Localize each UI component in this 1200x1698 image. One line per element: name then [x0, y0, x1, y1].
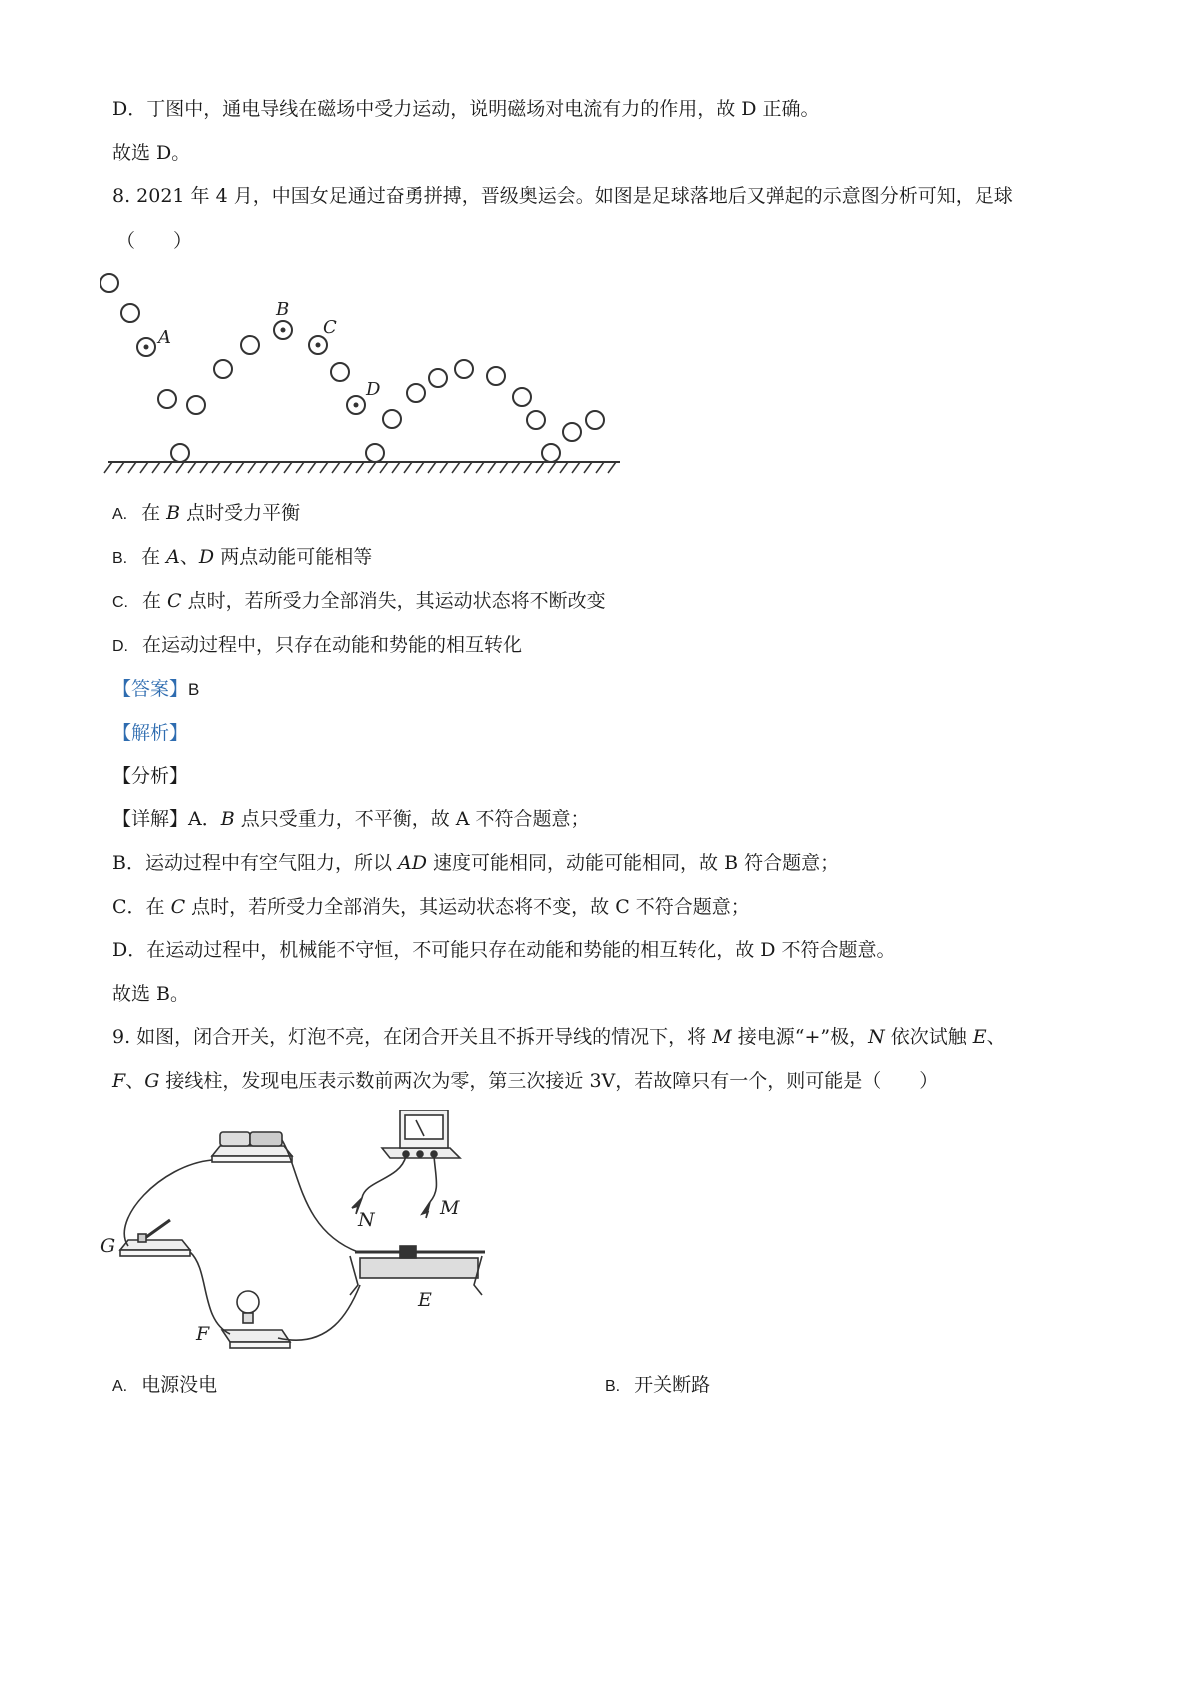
ball [158, 390, 176, 408]
q8-answer: 【答案】B [112, 678, 200, 700]
ground-hatch [332, 462, 340, 473]
ground-hatch [440, 462, 448, 473]
rheostat-icon [350, 1246, 485, 1295]
label-e: E [418, 1289, 432, 1311]
ground-hatch [164, 462, 172, 473]
ground-hatch [416, 462, 424, 473]
ground-hatch [392, 462, 400, 473]
label-c: C [323, 317, 337, 338]
q8-stem: 8. 2021 年 4 月，中国女足通过奋勇拼搏，晋级奥运会。如图是足球落地后又弹起的示意图分析可知，足球 [112, 185, 1013, 207]
q9-stem-2: F、G 接线柱，发现电压表示数前两次为零，第三次接近 3V，若故障只有一个，则可能是（ ） [112, 1070, 939, 1092]
probe-m-icon [422, 1156, 437, 1218]
wire [124, 1160, 212, 1246]
ground-hatch [200, 462, 208, 473]
ball [542, 444, 560, 462]
ground-hatch [464, 462, 472, 473]
ground-hatch [344, 462, 352, 473]
ground-hatch [536, 462, 544, 473]
ground-hatch [140, 462, 148, 473]
ball [563, 423, 581, 441]
q8-option-a[interactable]: A. 在 B 点时受力平衡 [112, 502, 301, 524]
label-d: D [366, 379, 381, 400]
ground-hatch [584, 462, 592, 473]
label-m: M [440, 1197, 460, 1219]
ground-hatch [248, 462, 256, 473]
ground-hatch [404, 462, 412, 473]
q8-conclusion: 故选 B。 [112, 983, 190, 1005]
ground-hatch [428, 462, 436, 473]
ball [100, 274, 118, 292]
ground-hatch [488, 462, 496, 473]
ground-hatch [524, 462, 532, 473]
ball [171, 444, 189, 462]
ground-hatch [224, 462, 232, 473]
q8-option-c[interactable]: C. 在 C 点时，若所受力全部消失，其运动状态将不断改变 [112, 590, 606, 612]
ground-hatch [128, 462, 136, 473]
ground-hatch [104, 462, 112, 473]
q8-option-d[interactable]: D. 在运动过程中，只存在动能和势能的相互转化 [112, 634, 523, 656]
ball [513, 388, 531, 406]
ground-hatch [296, 462, 304, 473]
q8-analysis-tag: 【解析】 [112, 722, 189, 744]
ball [383, 410, 401, 428]
label-b: B [276, 299, 290, 320]
ground-hatch [476, 462, 484, 473]
ground-hatch [188, 462, 196, 473]
wire [278, 1285, 360, 1340]
ground-hatch [284, 462, 292, 473]
probe-n-icon [352, 1156, 406, 1214]
ground-hatch [452, 462, 460, 473]
q9-option-a[interactable]: A. 电源没电 [112, 1374, 218, 1396]
q8-stem-bracket: （ ） [116, 230, 193, 252]
q8-fenxi: 【分析】 [112, 765, 189, 787]
q7-conclusion: 故选 D。 [112, 142, 191, 164]
q8-option-b[interactable]: B. 在 A、D 两点动能可能相等 [112, 546, 373, 568]
q7-option-d: D．丁图中，通电导线在磁场中受力运动，说明磁场对电流有力的作用，故 D 正确。 [112, 98, 820, 120]
label-f: F [196, 1323, 210, 1345]
ground-hatch [176, 462, 184, 473]
ground-hatch [380, 462, 388, 473]
ground-hatch [320, 462, 328, 473]
ground-hatch [548, 462, 556, 473]
ground-hatch [116, 462, 124, 473]
ball [527, 411, 545, 429]
ball [487, 367, 505, 385]
ball [331, 363, 349, 381]
wire [190, 1252, 230, 1334]
ground-hatch [500, 462, 508, 473]
ball [366, 444, 384, 462]
ball [586, 411, 604, 429]
q8-detail-4: D．在运动过程中，机械能不守恒，不可能只存在动能和势能的相互转化，故 D 不符合题意。 [112, 939, 896, 961]
ball [455, 360, 473, 378]
label-a: A [158, 327, 171, 348]
ground-hatch [356, 462, 364, 473]
ground-hatch [572, 462, 580, 473]
ball [121, 304, 139, 322]
ball [187, 396, 205, 414]
voltmeter-icon [382, 1110, 460, 1158]
bouncing-ball-figure [100, 265, 660, 495]
ground-hatch [608, 462, 616, 473]
battery-icon [212, 1132, 292, 1162]
ground-hatch [152, 462, 160, 473]
ball [429, 369, 447, 387]
q9-option-b[interactable]: B. 开关断路 [605, 1374, 711, 1396]
switch-icon [120, 1220, 190, 1256]
ball [214, 360, 232, 378]
ground-hatch [212, 462, 220, 473]
ground-hatch [512, 462, 520, 473]
q8-detail-3: C．在 C 点时，若所受力全部消失，其运动状态将不变，故 C 不符合题意； [112, 896, 750, 918]
ground-hatch [368, 462, 376, 473]
label-n: N [358, 1209, 375, 1231]
ground-hatch [308, 462, 316, 473]
ground-hatch [560, 462, 568, 473]
ground-hatch [272, 462, 280, 473]
ground-hatch [236, 462, 244, 473]
q9-stem-1: 9. 如图，闭合开关，灯泡不亮，在闭合开关且不拆开导线的情况下，将 M 接电源“+”极，N 依次试触 E、 [112, 1026, 1006, 1048]
label-g: G [100, 1235, 116, 1257]
ground-hatch [596, 462, 604, 473]
q8-detail-1: 【详解】A．B 点只受重力，不平衡，故 A 不符合题意； [112, 808, 590, 830]
ball [241, 336, 259, 354]
bulb-icon [222, 1291, 290, 1348]
ball [407, 384, 425, 402]
q8-detail-2: B．运动过程中有空气阻力，所以 AD 速度可能相同，动能可能相同，故 B 符合题意； [112, 852, 840, 874]
wire [282, 1140, 358, 1252]
circuit-figure [100, 1110, 540, 1370]
ground-hatch [260, 462, 268, 473]
